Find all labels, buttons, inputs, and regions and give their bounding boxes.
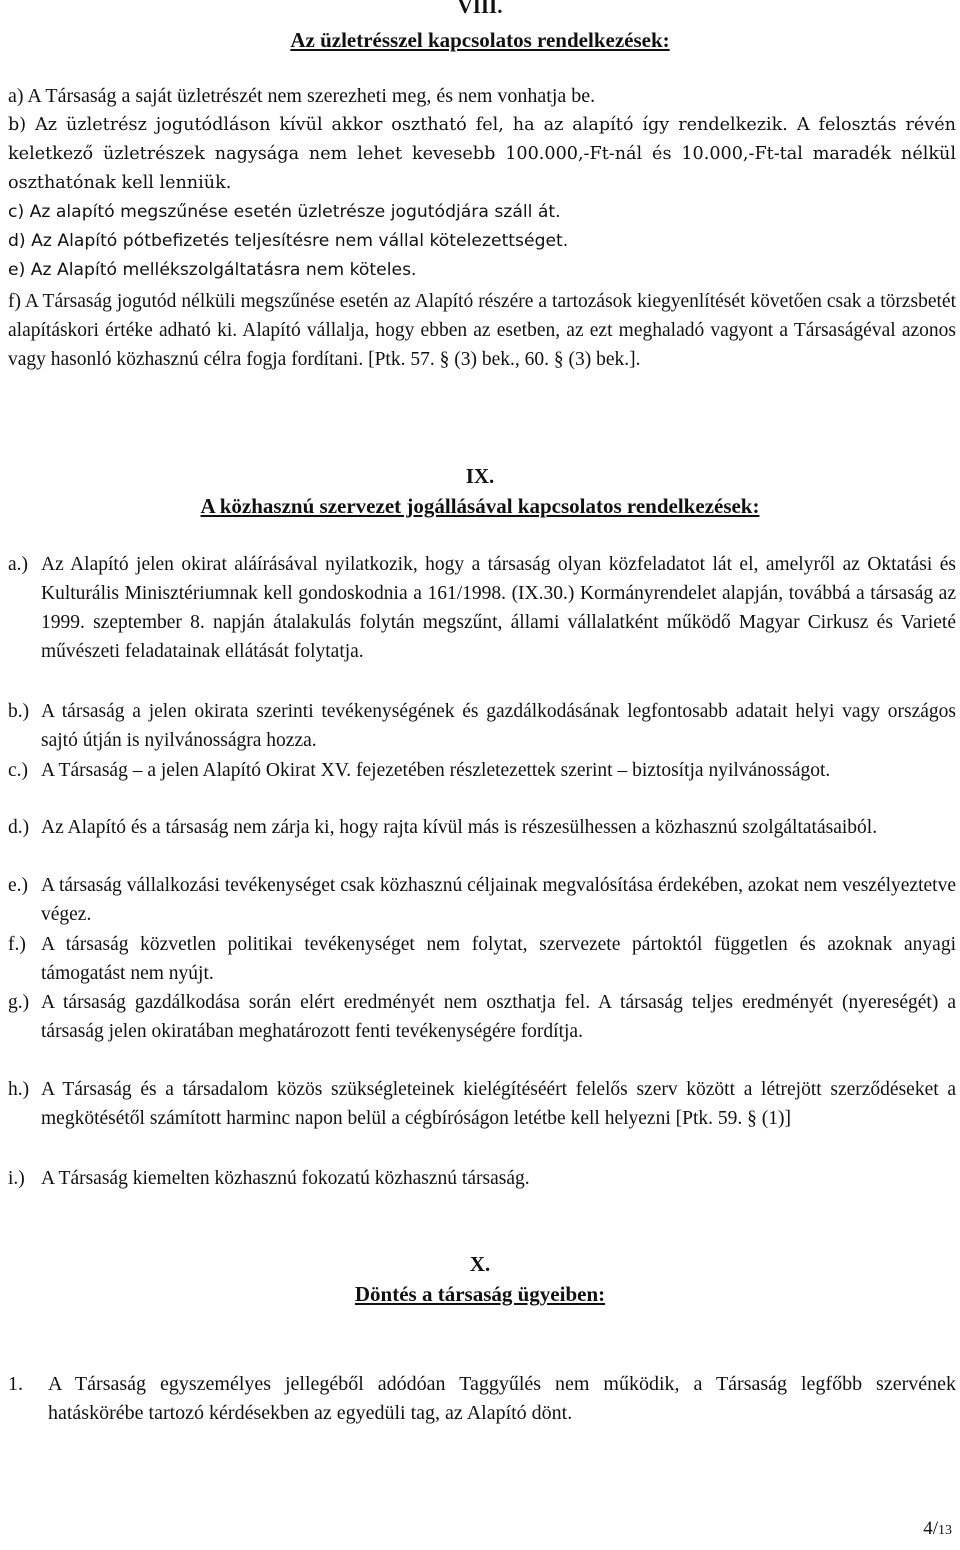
section-ix-item-i <box>8 1164 956 1193</box>
item-text: A társaság a jelen okirata szerinti tevékenységének és gazdálkodásának legfontosabb adatait helyi vagy országos sajtó útján is nyilvánosságra hozza. <box>41 701 956 751</box>
section-viii-paragraph-a: a) A Társaság a saját üzletrészét nem szerezheti meg, és nem vonhatja be. <box>8 85 596 107</box>
item-label: a.) <box>8 554 29 575</box>
item-text: A Társaság és a társadalom közös szükségleteinek kielégítéséért felelős szerv között a létrejött szerződéseket a megkötésétől számított harminc napon belül a cégbíróságon letétbe kell helyezni [Ptk. 59. § (1)] <box>41 1079 956 1129</box>
page-number-total: 13 <box>938 1523 952 1538</box>
item-text: A Társaság – a jelen Alapító Okirat XV. fejezetében részletezettek szerint – biztosítja nyilvánosságot. <box>41 760 831 781</box>
page-number-separator: / <box>932 1518 938 1539</box>
item-label: b.) <box>8 701 30 722</box>
item-label: e.) <box>8 875 29 896</box>
section-viii-number: VIII. <box>457 0 503 18</box>
section-viii-paragraph-d: d) Az Alapító pótbefizetés teljesítésre nem vállal kötelezettséget. <box>8 231 569 251</box>
item-text: A Társaság egyszemélyes jellegéből adódóan Taggyűlés nem működik, a Társaság legfőbb szervének hatáskörébe tartozó kérdésekben az egyedüli tag, az Alapító dönt. <box>48 1373 956 1424</box>
item-label: g.) <box>8 992 30 1013</box>
item-text: Az Alapító és a társaság nem zárja ki, hogy rajta kívül más is részesülhessen a közhasznú szolgáltatásaiból. <box>41 817 878 838</box>
section-ix-item-f <box>8 930 956 988</box>
section-ix-item-a <box>8 550 956 666</box>
item-text: A társaság vállalkozási tevékenységet csak közhasznú céljainak megvalósítása érdekében, azokat nem veszélyeztetve végez. <box>41 875 956 925</box>
item-label: 1. <box>8 1373 23 1395</box>
section-ix-number: IX. <box>465 464 495 488</box>
item-label: h.) <box>8 1079 30 1100</box>
section-viii-paragraph-f: f) A Társaság jogutód nélküli megszűnése esetén az Alapító részére a tartozások kiegyenlítését követően csak a törzsbetét alapításkori értéke adható ki. Alapító vállalja, hogy ebben az esetben, az ezt meghaladó vagyont a Társaságéval azonos vagy hasonló közhasznú célra fogja fordítani. [Ptk. 57. § (3) bek., 60. § (3) bek.]. <box>8 291 956 370</box>
section-ix-item-d <box>8 813 956 842</box>
section-x-number: X. <box>469 1252 491 1276</box>
section-ix-item-e <box>8 871 956 929</box>
item-label: c.) <box>8 760 29 781</box>
item-label: i.) <box>8 1168 25 1189</box>
page-number-current: 4 <box>923 1518 933 1539</box>
item-text: A Társaság kiemelten közhasznú fokozatú közhasznú társaság. <box>41 1168 530 1189</box>
section-viii-paragraph-c: c) Az alapító megszűnése esetén üzletrésze jogutódjára száll át. <box>8 202 561 222</box>
item-text: A társaság közvetlen politikai tevékenységet nem folytat, szervezete pártoktól független és azoknak anyagi támogatást nem nyújt. <box>41 934 956 984</box>
section-ix-title: A közhasznú szervezet jogállásával kapcsolatos rendelkezések: <box>200 494 760 518</box>
section-viii-paragraph-e: e) Az Alapító mellékszolgáltatásra nem köteles. <box>8 260 417 280</box>
item-text: Az Alapító jelen okirat aláírásával nyilatkozik, hogy a társaság olyan közfeladatot lát el, amelyről az Oktatási és Kulturális Minisztériumnak kell gondoskodnia a 161/1998. (IX.30.) Kormányrendelet alapján, továbbá a társaság az 1999. szeptember 8. napján átalakulás folytán megszűnt, állami vállalatként működő Magyar Cirkusz és Varieté művészeti feladatainak ellátását folytatja. <box>41 554 956 662</box>
item-label: f.) <box>8 934 26 955</box>
section-ix-item-h <box>8 1075 956 1133</box>
item-text: A társaság gazdálkodása során elért eredményét nem oszthatja fel. A társaság teljes eredményét (nyereségét) a társaság jelen okiratában meghatározott fenti tevékenységére fordítja. <box>41 992 956 1042</box>
section-x-title: Döntés a társaság ügyeiben: <box>354 1282 606 1306</box>
section-viii-title: Az üzletrésszel kapcsolatos rendelkezések: <box>290 28 670 52</box>
section-ix-item-g <box>8 988 956 1046</box>
section-x-item-1 <box>8 1370 956 1428</box>
section-viii-paragraph-b: b) Az üzletrész jogutódláson kívül akkor osztható fel, ha az alapító így rendelkezik. A felosztás révén keletkező üzletrészek nagysága nem lehet kevesebb 100.000,-Ft-nál és 10.000,-Ft-tal maradék nélkül oszthatónak kell lenniük. <box>8 115 956 193</box>
page-number <box>923 1518 952 1540</box>
section-ix-item-b <box>8 697 956 755</box>
section-ix-item-c <box>8 756 956 785</box>
item-label: d.) <box>8 817 30 838</box>
